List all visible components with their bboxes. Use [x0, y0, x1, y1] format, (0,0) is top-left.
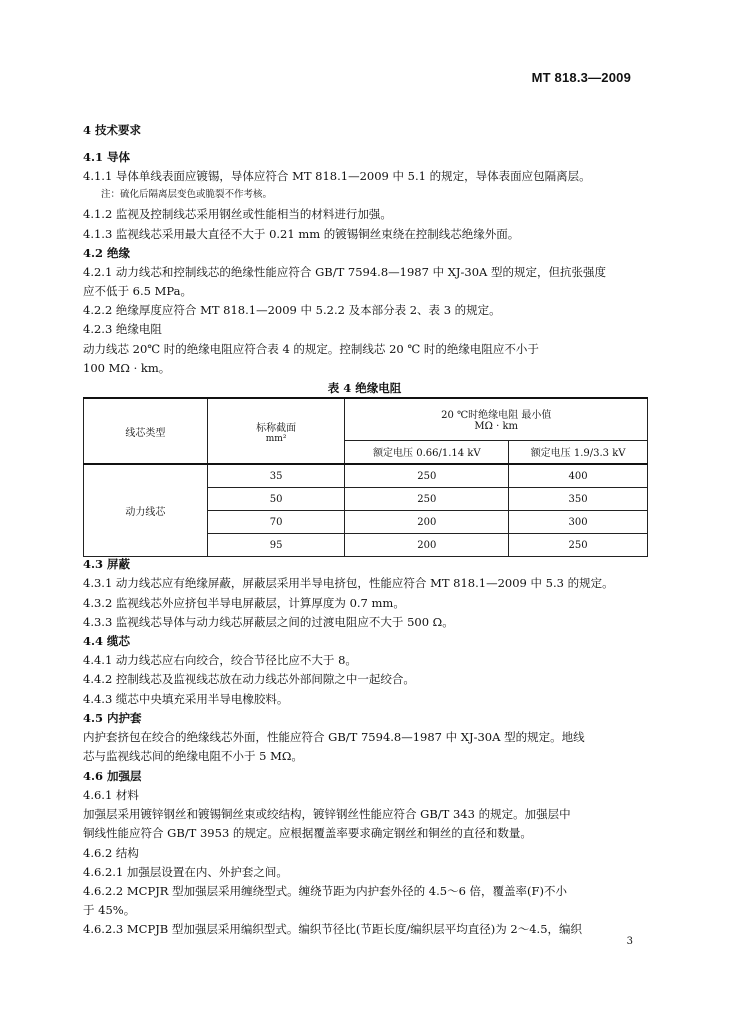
section-4-5-heading: 4.5 内护套 — [83, 711, 142, 725]
clause-4-6-1-line2: 铜线性能应符合 GB/T 3953 的规定。应根据覆盖率要求确定钢丝和铜丝的直径和数量。 — [83, 826, 532, 840]
page-number: 3 — [626, 936, 633, 947]
section-4-heading: 4 技术要求 — [83, 123, 142, 137]
section-4-4-heading: 4.4 缆芯 — [83, 634, 131, 648]
clause-4-6-1-heading: 4.6.1 材料 — [83, 788, 139, 802]
table-4-insulation-resistance — [83, 397, 648, 557]
clause-4-4-2: 4.4.2 控制线芯及监视线芯放在动力线芯外部间隙之中一起绞合。 — [83, 672, 415, 686]
header-resistance-unit: MΩ · km — [474, 421, 519, 433]
clause-4-6-2-heading: 4.6.2 结构 — [83, 846, 139, 860]
header-resistance-label: 20 ℃时绝缘电阻 最小值 — [441, 410, 552, 422]
clause-4-2-2: 4.2.2 绝缘厚度应符合 MT 818.1—2009 中 5.2.2 及本部分表 2、表 3 的规定。 — [83, 303, 501, 317]
cell-section: 35 — [207, 464, 345, 488]
header-section-unit: mm² — [265, 433, 287, 444]
clause-4-4-3: 4.4.3 缆芯中央填充采用半导电橡胶料。 — [83, 692, 289, 706]
cell-v1: 200 — [345, 511, 509, 534]
cell-v2: 350 — [509, 488, 648, 511]
section-4-2-heading: 4.2 绝缘 — [83, 246, 131, 260]
clause-4-2-1-line2: 应不低于 6.5 MPa。 — [83, 284, 192, 298]
table-4-caption: 表 4 绝缘电阻 — [327, 381, 402, 395]
clause-4-6-2-1: 4.6.2.1 加强层设置在内、外护套之间。 — [83, 865, 288, 879]
section-4-6-heading: 4.6 加强层 — [83, 769, 142, 783]
clause-4-3-3: 4.3.3 监视线芯导体与动力线芯屏蔽层之间的过渡电阻应不大于 500 Ω。 — [83, 615, 454, 629]
cell-v2: 250 — [509, 534, 648, 557]
cell-v2: 400 — [509, 464, 648, 488]
header-resistance — [345, 398, 648, 440]
clause-4-5-line2: 芯与监视线芯间的绝缘电阻不小于 5 MΩ。 — [83, 749, 303, 763]
clause-4-1-3: 4.1.3 监视线芯采用最大直径不大于 0.21 mm 的镀锡铜丝束绕在控制线芯绝缘外面。 — [83, 227, 520, 241]
section-4-1-heading: 4.1 导体 — [83, 150, 131, 164]
clause-4-6-2-3-line1: 4.6.2.3 MCPJB 型加强层采用编织型式。编织节径比(节距长度/编织层平均直径)为 2～4.5，编织 — [83, 922, 583, 936]
cell-v1: 250 — [345, 464, 509, 488]
cell-section: 50 — [207, 488, 345, 511]
clause-4-6-2-2-line2: 于 45%。 — [83, 903, 136, 917]
clause-4-1-1: 4.1.1 导体单线表面应镀锡，导体应符合 MT 818.1—2009 中 5.1 的规定，导体表面应包隔离层。 — [83, 169, 591, 183]
clause-4-3-2: 4.3.2 监视线芯外应挤包半导电屏蔽层，计算厚度为 0.7 mm。 — [83, 596, 405, 610]
section-4-3-heading: 4.3 屏蔽 — [83, 557, 131, 571]
clause-4-6-1-line1: 加强层采用镀锌钢丝和镀锡铜丝束或绞结构，镀锌钢丝性能应符合 GB/T 343 的规定。加强层中 — [83, 807, 571, 821]
header-voltage-1: 额定电压 0.66/1.14 kV — [345, 440, 509, 464]
cell-v2: 300 — [509, 511, 648, 534]
header-nominal-section — [207, 398, 345, 464]
clause-4-5-line1: 内护套挤包在绞合的绝缘线芯外面，性能应符合 GB/T 7594.8—1987 中 XJ-30A 型的规定。地线 — [83, 730, 585, 744]
table-row — [84, 464, 648, 488]
clause-4-3-1: 4.3.1 动力线芯应有绝缘屏蔽，屏蔽层采用半导电挤包，性能应符合 MT 818.1—2009 中 5.3 的规定。 — [83, 576, 614, 590]
clause-4-2-3-heading: 4.2.3 绝缘电阻 — [83, 322, 162, 336]
row-label-power-core: 动力线芯 — [84, 464, 208, 557]
cell-section: 95 — [207, 534, 345, 557]
cell-v1: 200 — [345, 534, 509, 557]
clause-4-2-3-line2: 100 MΩ · km。 — [83, 361, 171, 375]
clause-4-2-3-line1: 动力线芯 20℃ 时的绝缘电阻应符合表 4 的规定。控制线芯 20 ℃ 时的绝缘电阻应不小于 — [83, 342, 539, 356]
clause-4-1-2: 4.1.2 监视及控制线芯采用钢丝或性能相当的材料进行加强。 — [83, 207, 392, 221]
header-core-type: 线芯类型 — [84, 398, 208, 464]
clause-4-6-2-2-line1: 4.6.2.2 MCPJR 型加强层采用缠绕型式。缠绕节距为内护套外径的 4.5～6 倍，覆盖率(F)不小 — [83, 884, 567, 898]
doc-number: MT 818.3—2009 — [531, 70, 631, 85]
cell-v1: 250 — [345, 488, 509, 511]
note-4-1-1: 注：硫化后隔离层变色或脆裂不作考核。 — [101, 189, 273, 200]
clause-4-4-1: 4.4.1 动力线芯应右向绞合，绞合节径比应不大于 8。 — [83, 653, 357, 667]
clause-4-2-1-line1: 4.2.1 动力线芯和控制线芯的绝缘性能应符合 GB/T 7594.8—1987 中 XJ-30A 型的规定，但抗张强度 — [83, 265, 606, 279]
header-section-label: 标称截面 — [256, 422, 297, 434]
cell-section: 70 — [207, 511, 345, 534]
header-voltage-2: 额定电压 1.9/3.3 kV — [509, 440, 648, 464]
